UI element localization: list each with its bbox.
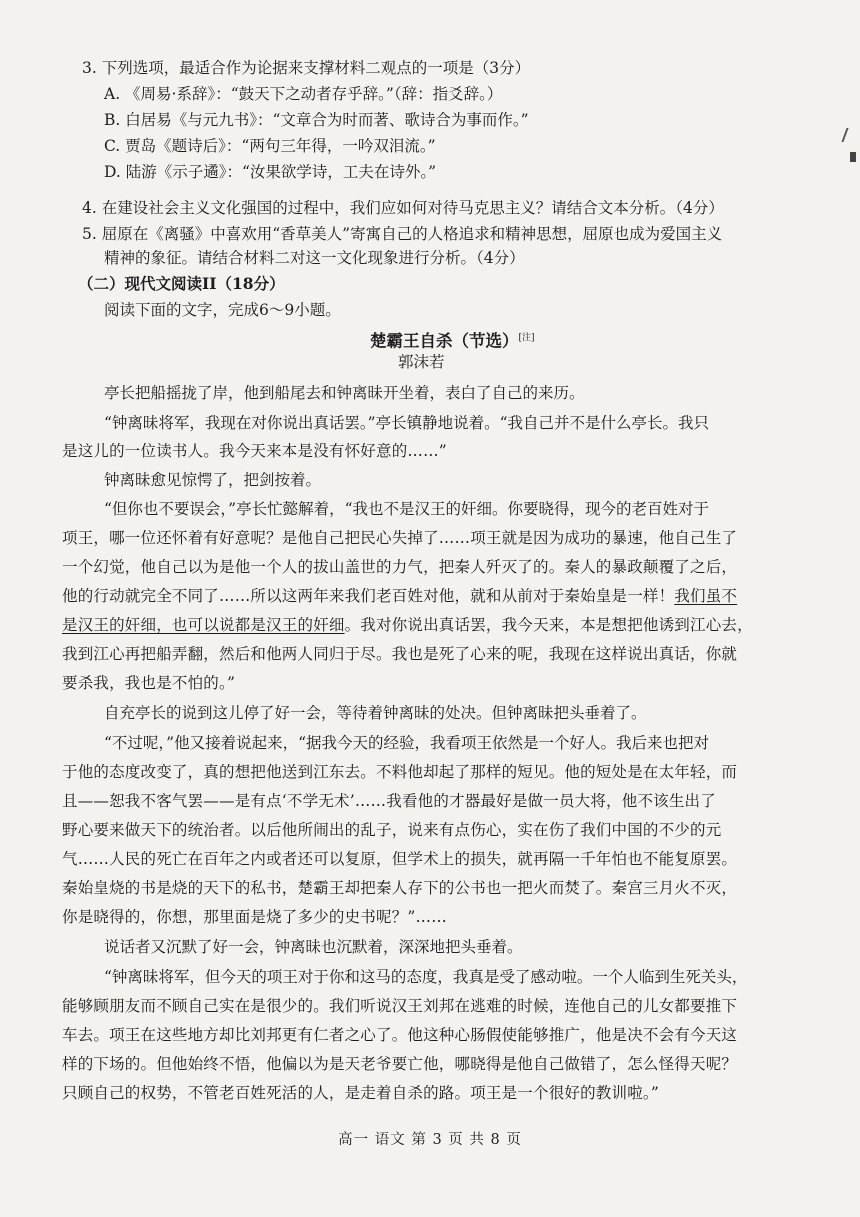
question-3-option-d: D. 陆游《示子遹》：“汝果欲学诗，工夫在诗外。” [104, 163, 437, 181]
paragraph-3: 钟离昧愈见惊愕了，把剑按着。 [104, 471, 322, 489]
paragraph-8-line-3: 车去。项王在这些地方却比刘邦更有仁者之心了。他这种心肠假使能够推广，他是决不会有今天这 [62, 1026, 738, 1044]
paragraph-4-line-1: “但你也不要误会，”亭长忙懿解着，“我也不是汉王的奸细。你要晓得，现今的老百姓对于 [104, 500, 710, 518]
question-3-option-a: A. 《周易·系辞》：“鼓天下之动者存乎辞。”（辞：指爻辞。） [104, 85, 503, 103]
question-3-option-b: B. 白居易《与元九书》：“文章合为时而著、歌诗合为事而作。” [104, 111, 529, 129]
paragraph-6-line-5: 气……人民的死亡在百年之内或者还可以复原，但学术上的损失，就再隔一千年怕也不能复原罢。 [62, 850, 738, 868]
page-footer: 高一 语文 第 3 页 共 8 页 [338, 1132, 522, 1148]
paragraph-4-line-7: 要杀我，我也是不怕的。” [62, 674, 236, 692]
paragraph-2-line-2: 是这儿的一位读书人。我今天来本是没有怀好意的……” [62, 442, 447, 460]
scan-edge-mark [841, 128, 856, 142]
section-heading: （二）现代文阅读II（18分） [78, 274, 285, 293]
question-4: 4. 在建设社会主义文化强国的过程中，我们应如何对待马克思主义？请结合文本分析。（4分） [82, 199, 724, 217]
title-note-marker: [注] [518, 333, 535, 343]
question-5-line-2: 精神的象征。请结合材料二对这一文化现象进行分析。（4分） [104, 249, 525, 267]
question-3-option-c: C. 贾岛《题诗后》：“两句三年得，一吟双泪流。” [104, 137, 436, 155]
scan-edge-mark [850, 152, 856, 162]
paragraph-6-line-2: 于他的态度改变了，真的想把他送到江东去。不料他却起了那样的短见。他的短处是在太年轻，而 [62, 763, 738, 781]
paragraph-4-line-4 [62, 586, 737, 606]
underlined-sentence-part-1: 我们虽不 [674, 587, 738, 605]
paragraph-4-line-6: 我到江心再把船弄翻，然后和他两人同归于尽。我也是死了心来的呢，我现在这样说出真话，你就 [62, 645, 738, 663]
paragraph-8-line-5: 只顾自己的权势，不管老百姓死活的人，是走着自杀的路。项王是一个很好的教训啦。” [62, 1084, 659, 1102]
paragraph-8-line-2: 能够顾朋友而不顾自己实在是很少的。我们听说汉王刘邦在逃难的时候，连他自己的儿女都要推下 [62, 997, 738, 1015]
paragraph-4-line-5-rest: 。我对你说出真话罢，我今天来，本是想把他诱到江心去， [344, 616, 753, 634]
paragraph-7: 说话者又沉默了好一会，钟离昧也沉默着，深深地把头垂着。 [104, 938, 523, 956]
question-3-stem: 3. 下列选项，最适合作为论据来支撑材料二观点的一项是（3分） [82, 59, 531, 77]
question-5-line-1: 5. 屈原在《离骚》中喜欢用“香草美人”寄寓自己的人格追求和精神思想，屈原也成为爱国主义 [82, 225, 723, 243]
paragraph-6-line-7: 你是晓得的，你想，那里面是烧了多少的史书呢？”…… [62, 908, 447, 926]
paragraph-5: 自充亭长的说到这儿停了好一会，等待着钟离昧的处决。但钟离昧把头垂着了。 [104, 704, 647, 722]
paragraph-6-line-1: “不过呢，”他又接着说起来，“据我今天的经验，我看项王依然是一个好人。我后来也把对 [104, 734, 710, 752]
underlined-sentence-part-2: 是汉王的奸细，也可以说都是汉王的奸细 [62, 616, 345, 634]
paragraph-8-line-1: “钟离昧将军，但今天的项王对于你和这马的态度，我真是受了感动啦。一个人临到生死关头， [104, 968, 748, 986]
paragraph-4-line-4-text: 他的行动就完全不同了……所以这两年来我们老百姓对他，就和从前对于秦始皇是一样！ [62, 587, 675, 605]
paragraph-8-line-4: 样的下场的。但他始终不悟，他偏以为是天老爷要亡他，哪晓得是他自己做错了，怎么怪得天呢？ [62, 1055, 738, 1073]
paragraph-4-line-5 [62, 615, 753, 635]
paragraph-6-line-6: 秦始皇烧的书是烧的天下的私书，楚霸王却把秦人存下的公书也一把火而焚了。秦宫三月火不灭， [62, 879, 738, 897]
paragraph-4-line-3: 一个幻觉，他自己以为是他一个人的拔山盖世的力气，把秦人歼灭了的。秦人的暴政颠覆了之后， [62, 558, 738, 576]
passage-title-text: 楚霸王自杀（节选） [370, 331, 519, 351]
paragraph-2-line-1: “钟离昧将军，我现在对你说出真话罢。”亭长镇静地说着。“我自己并不是什么亭长。我只 [104, 414, 710, 432]
passage-author: 郭沫若 [398, 353, 445, 371]
passage-title [370, 328, 535, 352]
paragraph-1: 亭长把船摇拢了岸，他到船尾去和钟离昧开坐着，表白了自己的来历。 [104, 384, 585, 402]
paragraph-6-line-3: 且——恕我不客气罢——是有点‘不学无术’……我看他的才器最好是做一员大将，他不该生出了 [62, 792, 716, 810]
paragraph-4-line-2: 项王，哪一位还怀着有好意呢？是他自己把民心失掉了……项王就是因为成功的暴速，他自己生了 [62, 529, 738, 547]
section-instruction: 阅读下面的文字，完成6～9小题。 [104, 301, 341, 319]
paragraph-6-line-4: 野心要来做天下的统治者。以后他所闹出的乱子，说来有点伤心，实在伤了我们中国的不少的元 [62, 821, 722, 839]
